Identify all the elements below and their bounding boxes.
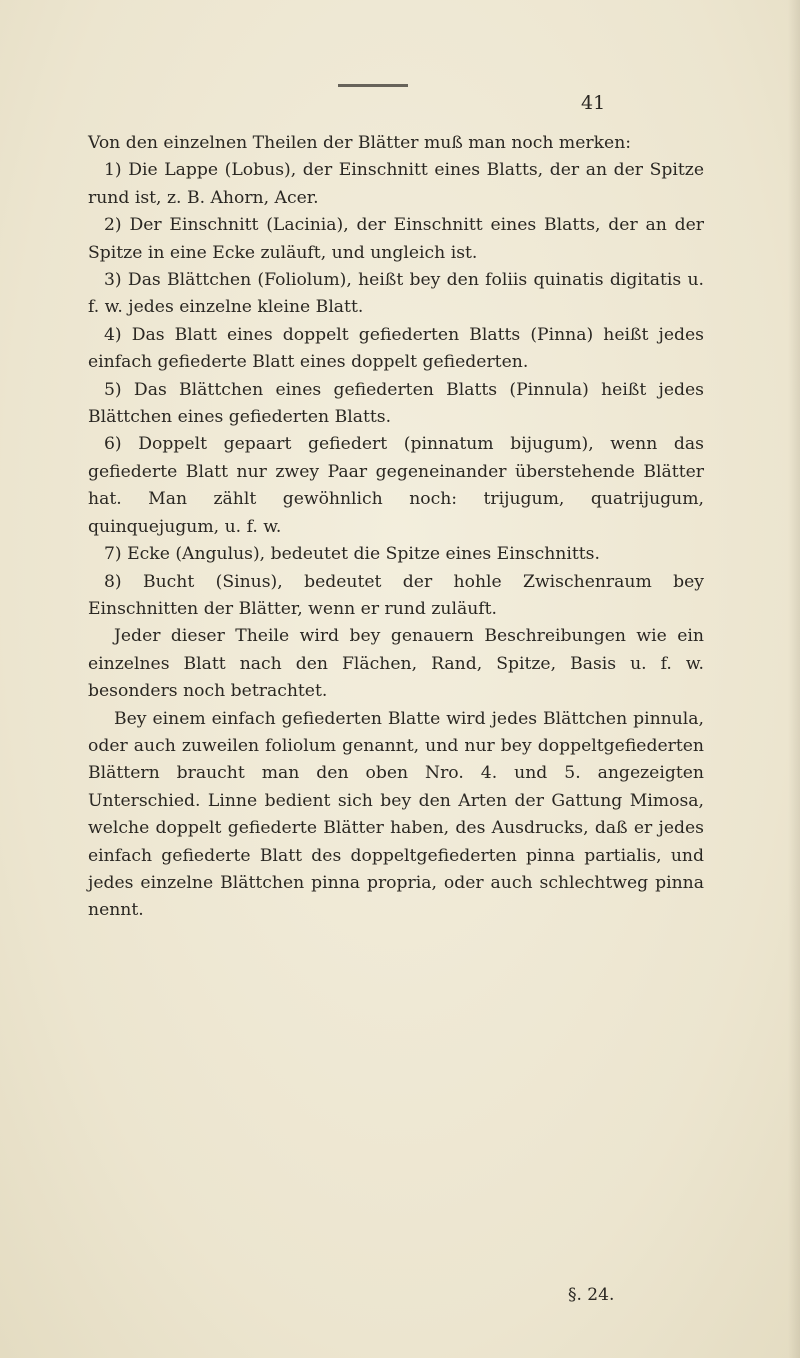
- paragraph-lobus: 1) Die Lappe (Lobus), der Einschnitt eines Blatts, der an der Spitze rund ist, z. B. Ahorn, Acer.: [88, 160, 704, 208]
- paragraph-mimosa: Bey einem einfach gefiederten Blatte wird jedes Blättchen pinnula, oder auch zuweilen foliolum genannt, und nur bey doppeltgefiederten Blättern braucht man den oben Nro. 4. und 5. angezeigten Unterschied. Linne bedient sich bey den Arten der Gattung Mimosa, welche doppelt gefiederte Blätter haben, des Ausdrucks, daß er jedes einfach gefiederte Blatt des doppeltgefiederten pinna partialis, und jedes einzelne Blättchen pinna propria, oder auch schlechtweg pinna nennt.: [88, 708, 704, 921]
- paragraph-bijugum: 6) Doppelt gepaart gefiedert (pinnatum bijugum), wenn das gefiederte Blatt nur zwey Paar gegeneinander überstehende Blätter hat. Man zählt gewöhnlich noch: trijugum, quatrijugum, quinquejugum, u. f. w.: [88, 434, 704, 537]
- paragraph-pinnula: 5) Das Blättchen eines gefiederten Blatts (Pinnula) heißt jedes Blättchen eines gefiederten Blatts.: [88, 379, 704, 428]
- paragraph-sinus: 8) Bucht (Sinus), bedeutet der hohle Zwischenraum bey Einschnitten der Blätter, wenn er rund zuläuft.: [88, 571, 704, 619]
- page-number: 41: [581, 92, 606, 114]
- section-catchword: §. 24.: [568, 1285, 615, 1305]
- paragraph-intro: Von den einzelnen Theilen der Blätter muß man noch merken:: [88, 133, 632, 153]
- paragraph-angulus: 7) Ecke (Angulus), bedeutet die Spitze eines Einschnitts.: [104, 544, 600, 565]
- header-rule: [338, 84, 408, 87]
- body-text: [88, 130, 704, 925]
- paragraph-foliolum: 3) Das Blättchen (Foliolum), heißt bey den foliis quinatis digitatis u. f. w. jedes einzelne kleine Blatt.: [88, 270, 704, 318]
- page-edge-shadow: [788, 0, 800, 1358]
- paragraph-lacinia: 2) Der Einschnitt (Lacinia), der Einschnitt eines Blatts, der an der Spitze in eine Ecke zuläuft, und ungleich ist.: [88, 215, 704, 263]
- paragraph-pinna: 4) Das Blatt eines doppelt gefiederten Blatts (Pinna) heißt jedes einfach gefiederte Blatt eines doppelt gefiederten.: [88, 324, 704, 373]
- paragraph-theile: Jeder dieser Theile wird bey genauern Beschreibungen wie ein einzelnes Blatt nach den Flächen, Rand, Spitze, Basis u. f. w. besonders noch betrachtet.: [88, 626, 704, 702]
